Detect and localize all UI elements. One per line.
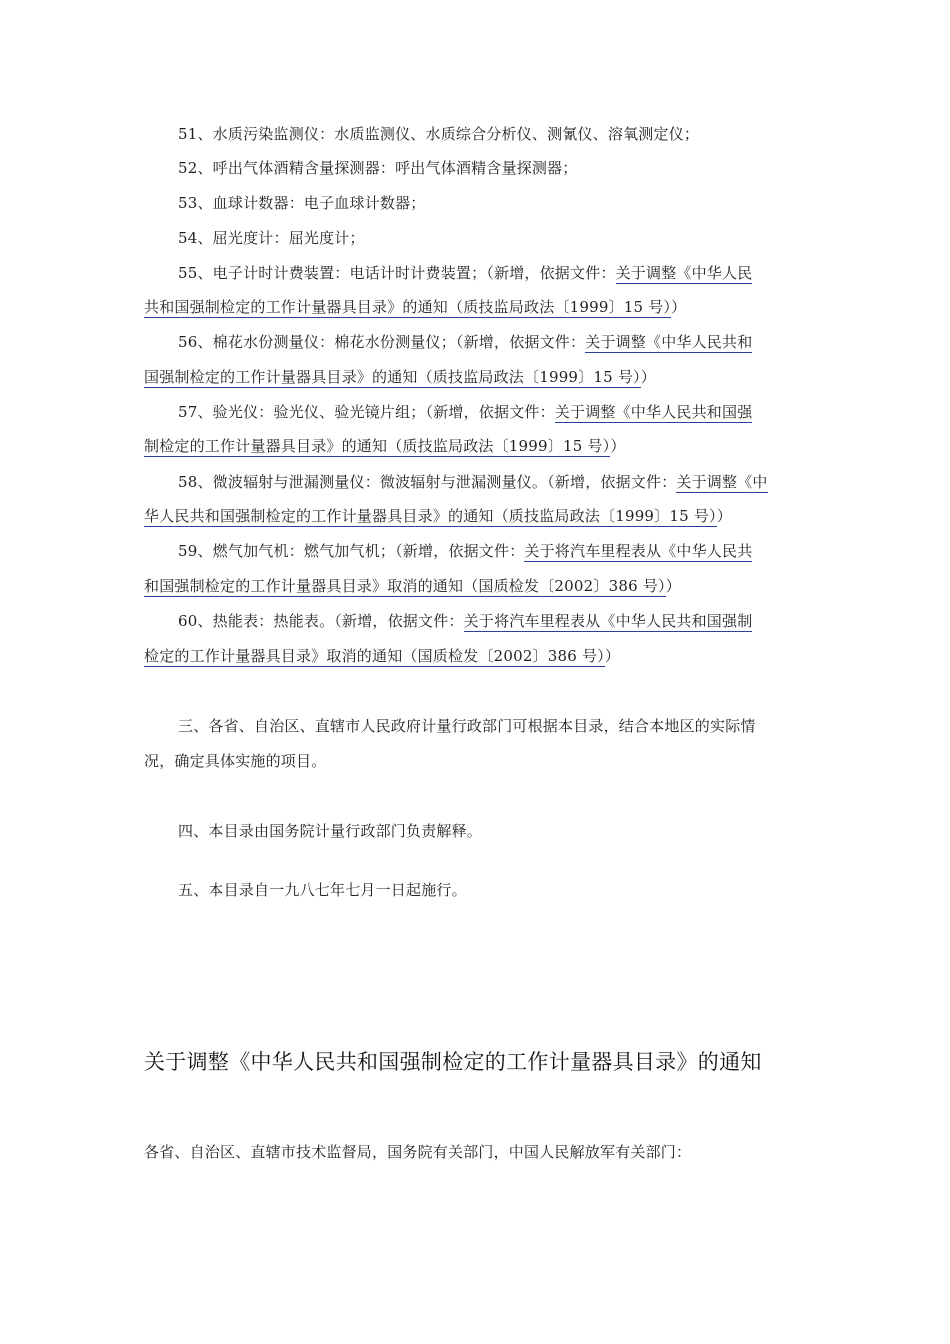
reference-link[interactable]: 关于调整《中 (676, 473, 768, 491)
list-item (178, 263, 808, 283)
list-item-continuation (144, 367, 808, 387)
list-item (178, 541, 808, 561)
paragraph-3-continuation: 况，确定具体实施的项目。 (144, 752, 327, 770)
reference-link[interactable]: 关于将汽车里程表从《中华人民共 (524, 542, 753, 560)
item-text: 57、验光仪：验光仪、验光镜片组；（新增，依据文件： (178, 403, 555, 421)
reference-link[interactable]: 共和国强制检定的工作计量器具目录》的通知（质技监局政法〔1999〕15 号） (144, 298, 672, 316)
paragraph-3: 三、各省、自治区、直辖市人民政府计量行政部门可根据本目录，结合本地区的实际情 (178, 717, 756, 735)
paragraph-4: 四、本目录由国务院计量行政部门负责解释。 (178, 822, 483, 840)
list-item-continuation (144, 576, 808, 596)
item-text: ） (640, 368, 656, 386)
salutation: 各省、自治区、直辖市技术监督局，国务院有关部门，中国人民解放军有关部门： (144, 1143, 692, 1161)
item-text: 60、热能表：热能表。（新增，依据文件： (178, 612, 464, 630)
item-text: ） (671, 298, 687, 316)
list-item: 51、水质污染监测仪：水质监测仪、水质综合分析仪、测氰仪、溶氧测定仪； (178, 125, 700, 143)
item-text: ） (665, 577, 681, 595)
list-item (178, 611, 808, 631)
list-item-continuation (144, 297, 808, 317)
paragraph-5: 五、本目录自一九八七年七月一日起施行。 (178, 881, 467, 899)
item-text: ） (604, 647, 621, 665)
reference-link[interactable]: 关于调整《中华人民共和国强 (554, 403, 753, 421)
item-text: 56、棉花水份测量仪：棉花水份测量仪；（新增，依据文件： (178, 333, 586, 351)
list-item: 52、呼出气体酒精含量探测器：呼出气体酒精含量探测器； (178, 159, 578, 177)
list-item (178, 332, 808, 352)
reference-link[interactable]: 检定的工作计量器具目录》取消的通知（国质检发〔2002〕386 号） (144, 647, 605, 665)
list-item-continuation (144, 436, 808, 456)
item-text: ） (716, 507, 732, 525)
reference-link[interactable]: 关于将汽车里程表从《中华人民共和国强制 (463, 612, 753, 630)
list-item: 53、血球计数器：电子血球计数器； (178, 194, 426, 212)
reference-link[interactable]: 关于调整《中华人民共和 (585, 333, 753, 351)
reference-link[interactable]: 国强制检定的工作计量器具目录》的通知（质技监局政法〔1999〕15 号） (144, 368, 641, 386)
list-item (178, 472, 808, 492)
reference-link[interactable]: 制检定的工作计量器具目录》的通知（质技监局政法〔1999〕15 号） (144, 437, 611, 455)
notice-heading: 关于调整《中华人民共和国强制检定的工作计量器具目录》的通知 (144, 1050, 762, 1074)
item-text: 59、燃气加气机：燃气加气机；（新增，依据文件： (178, 542, 525, 560)
list-item (178, 402, 808, 422)
reference-link[interactable]: 关于调整《中华人民 (615, 264, 753, 282)
item-text: ） (610, 437, 626, 455)
list-item: 54、屈光度计：屈光度计； (178, 229, 365, 247)
list-item-continuation (144, 646, 808, 666)
reference-link[interactable]: 和国强制检定的工作计量器具目录》取消的通知（国质检发〔2002〕386 号） (144, 577, 666, 595)
item-text: 58、微波辐射与泄漏测量仪：微波辐射与泄漏测量仪。（新增，依据文件： (178, 473, 677, 491)
reference-link[interactable]: 华人民共和国强制检定的工作计量器具目录》的通知（质技监局政法〔1999〕15 号） (144, 507, 717, 525)
list-item-continuation (144, 506, 808, 526)
item-text: 55、电子计时计费装置：电话计时计费装置；（新增，依据文件： (178, 264, 616, 282)
